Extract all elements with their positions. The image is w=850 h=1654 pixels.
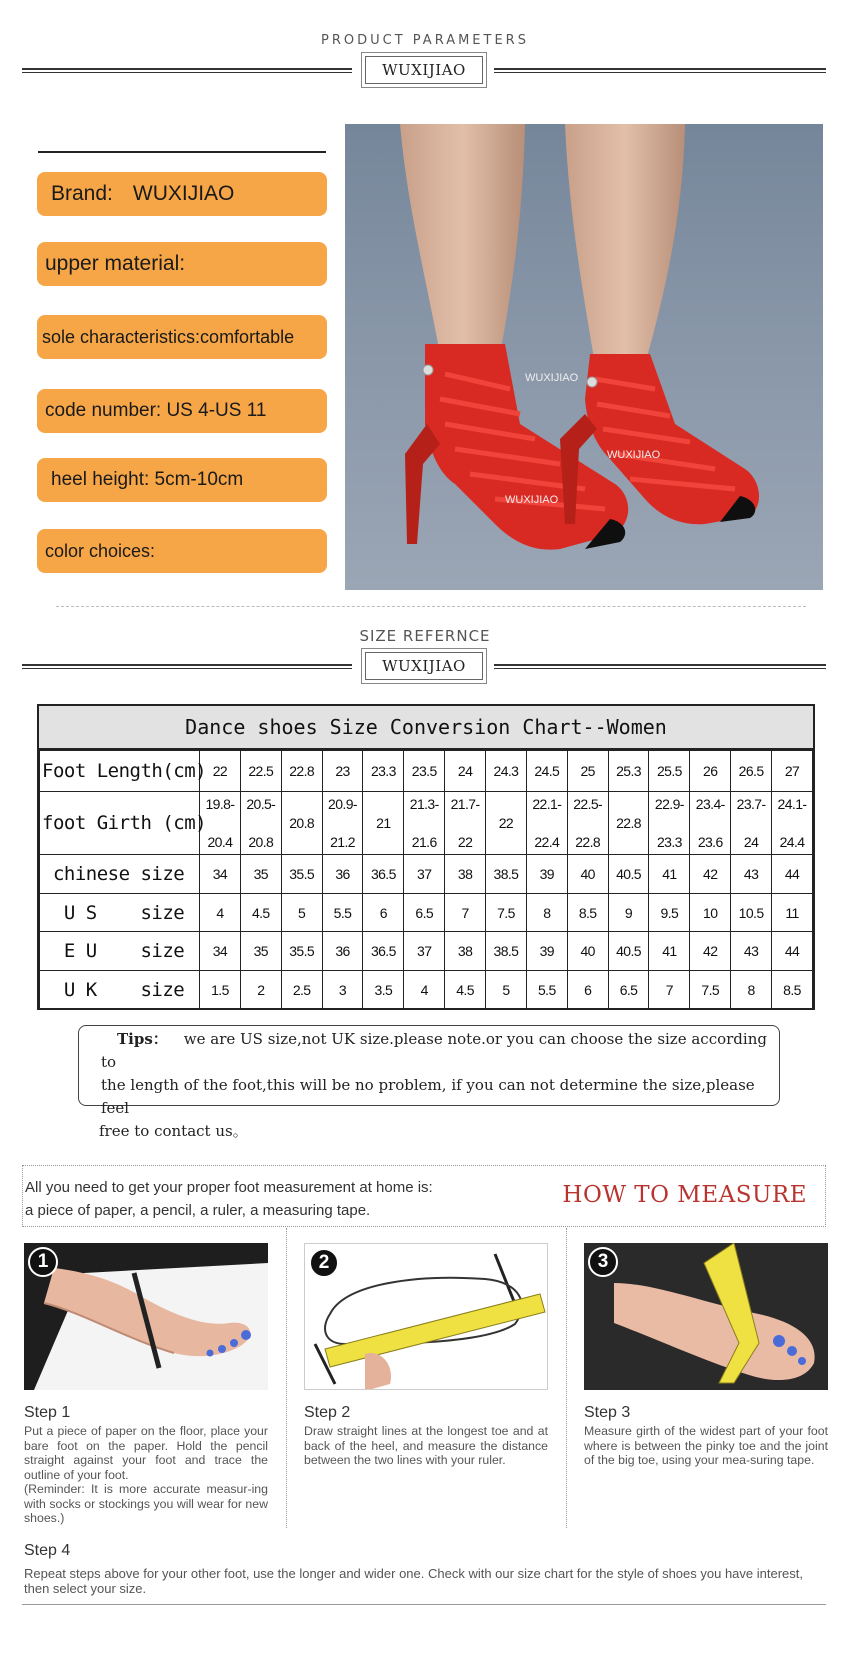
param-color-choices: color choices: — [37, 529, 327, 573]
girth-value: 21 — [376, 814, 391, 831]
brand-logo-box — [361, 52, 487, 88]
size-cell: 24.5 — [526, 751, 567, 792]
step-4-title: Step 4 — [24, 1542, 71, 1559]
size-logo-box — [361, 648, 487, 684]
size-row — [40, 791, 813, 854]
girth-to: 21.2 — [330, 833, 355, 850]
size-cell: 22.8 — [281, 751, 322, 792]
param-code-number: code number: US 4-US 11 — [37, 389, 327, 433]
size-cell: 35 — [240, 932, 281, 971]
size-cell: 5.5 — [322, 893, 363, 932]
size-cell: 2.5 — [281, 971, 322, 1010]
size-cell: 1.5 — [200, 971, 241, 1010]
step-divider-2 — [566, 1228, 567, 1528]
step-3-text: Measure girth of the widest part of your foot where is between the pinky toe and the joint of the big toe, using your mea-suring tape. — [584, 1424, 828, 1467]
girth-to: 22 — [457, 833, 473, 850]
girth-to: 23.6 — [697, 833, 723, 850]
photo-watermark-3: WUXIJIAO — [505, 494, 559, 506]
size-cell: 35.5 — [281, 855, 322, 894]
size-cell: 5.5 — [526, 971, 567, 1010]
size-cell: 7 — [445, 893, 486, 932]
size-cell — [649, 791, 690, 854]
param-brand-value: WUXIJIAO — [132, 182, 235, 205]
size-cell: 39 — [526, 932, 567, 971]
size-cell: 9 — [608, 893, 649, 932]
size-cell: 42 — [690, 855, 731, 894]
size-cell: 4 — [200, 893, 241, 932]
size-cell — [240, 791, 281, 854]
size-cell — [526, 791, 567, 854]
girth-to: 20.8 — [248, 833, 274, 850]
girth-value: 22.8 — [616, 814, 641, 831]
measure-intro-box — [22, 1165, 826, 1227]
step-1-badge: 1 — [28, 1247, 58, 1277]
girth-from: 22.9- — [654, 795, 684, 812]
size-cell: 36.5 — [363, 855, 404, 894]
how-to-measure-title: HOW TO MEASURE — [562, 1182, 807, 1208]
tips-line-3: free to contact us。 — [99, 1122, 248, 1140]
tips-label: Tips： — [117, 1030, 168, 1048]
size-cell: 35.5 — [281, 932, 322, 971]
size-row-label: U K size — [40, 971, 200, 1010]
header-rule-right — [494, 68, 826, 73]
size-cell: 6.5 — [608, 971, 649, 1010]
size-cell: 7.5 — [486, 893, 527, 932]
size-cell: 25 — [567, 751, 608, 792]
size-cell: 6 — [363, 893, 404, 932]
size-cell: 44 — [772, 932, 813, 971]
param-brand — [37, 172, 327, 216]
size-cell: 36 — [322, 932, 363, 971]
step-2-text: Draw straight lines at the longest toe and at back of the heel, and measure the distance between the two lines with your ruler. — [304, 1424, 548, 1467]
size-cell: 4 — [404, 971, 445, 1010]
size-cell: 5 — [486, 971, 527, 1010]
girth-from: 20.5- — [246, 795, 276, 812]
size-cell: 22.5 — [240, 751, 281, 792]
size-cell: 4.5 — [240, 893, 281, 932]
bottom-divider — [22, 1604, 826, 1605]
size-cell: 36.5 — [363, 932, 404, 971]
photo-watermark-2: WUXIJIAO — [607, 449, 661, 461]
size-cell: 37 — [404, 932, 445, 971]
girth-to: 20.4 — [207, 833, 233, 850]
girth-to: 21.6 — [411, 833, 437, 850]
size-rule-right — [494, 664, 826, 669]
size-cell: 22 — [200, 751, 241, 792]
size-cell — [731, 791, 772, 854]
size-cell: 5 — [281, 893, 322, 932]
size-cell — [690, 791, 731, 854]
size-cell: 8.5 — [567, 893, 608, 932]
size-cell: 10 — [690, 893, 731, 932]
size-cell: 42 — [690, 932, 731, 971]
girth-to: 23.3 — [656, 833, 682, 850]
size-cell: 9.5 — [649, 893, 690, 932]
measure-intro-line-1: All you need to get your proper foot measurement at home is: — [25, 1179, 433, 1196]
size-cell: 3 — [322, 971, 363, 1010]
step-1-text — [24, 1424, 268, 1526]
girth-from: 19.8- — [205, 795, 235, 812]
size-cell: 8.5 — [772, 971, 813, 1010]
step-1-image — [24, 1243, 268, 1390]
header-rule-left — [22, 68, 352, 73]
size-cell — [486, 791, 527, 854]
size-cell — [567, 791, 608, 854]
size-cell: 41 — [649, 855, 690, 894]
tips-box — [78, 1025, 780, 1140]
size-cell: 26.5 — [731, 751, 772, 792]
step-1-body: Put a piece of paper on the floor, place your bare foot on the paper. Hold the pencil straight against your foot and trace the outline of your foot. — [24, 1424, 268, 1482]
size-cell — [404, 791, 445, 854]
girth-from: 21.3- — [409, 795, 439, 812]
size-cell: 44 — [772, 855, 813, 894]
size-cell — [772, 791, 813, 854]
size-logo-text: WUXIJIAO — [365, 652, 483, 680]
size-cell: 3.5 — [363, 971, 404, 1010]
girth-to: 22.4 — [534, 833, 560, 850]
step-3-badge: 3 — [588, 1247, 618, 1277]
step-2-title: Step 2 — [304, 1404, 351, 1421]
size-cell: 8 — [526, 893, 567, 932]
size-row — [40, 971, 813, 1010]
param-brand-label: Brand: — [51, 182, 113, 205]
size-cell: 4.5 — [445, 971, 486, 1010]
size-row-label: foot Girth (cm) — [40, 791, 200, 854]
step-2-badge: 2 — [309, 1248, 339, 1278]
size-reference-label: SIZE REFERNCE — [359, 627, 491, 645]
girth-to: 24.4 — [779, 833, 805, 850]
size-cell: 26 — [690, 751, 731, 792]
tips-line-2: the length of the foot,this will be no problem, if you can not determine the size,please feel — [101, 1076, 755, 1117]
size-cell: 43 — [731, 855, 772, 894]
size-cell: 43 — [731, 932, 772, 971]
size-cell: 38 — [445, 932, 486, 971]
step-1-note: (Reminder: It is more accurate measur-ing with socks or stockings you will wear for new shoes.) — [24, 1482, 268, 1525]
size-cell: 24 — [445, 751, 486, 792]
measure-intro — [25, 1176, 433, 1222]
size-row — [40, 751, 813, 792]
step-3-image — [584, 1243, 828, 1390]
step-1-title: Step 1 — [24, 1404, 71, 1421]
measure-intro-line-2: a piece of paper, a pencil, a ruler, a measuring tape. — [25, 1202, 371, 1219]
girth-to: 22.8 — [575, 833, 601, 850]
size-cell: 7.5 — [690, 971, 731, 1010]
girth-to: 24 — [743, 833, 759, 850]
param-upper-material: upper material: — [37, 242, 327, 286]
product-parameters-label: PRODUCT PARAMETERS — [321, 33, 529, 48]
size-cell: 6 — [567, 971, 608, 1010]
size-cell: 35 — [240, 855, 281, 894]
size-cell: 24.3 — [486, 751, 527, 792]
product-photo — [345, 124, 823, 590]
girth-from: 23.4- — [695, 795, 725, 812]
step-3-title: Step 3 — [584, 1404, 631, 1421]
girth-value: 20.8 — [289, 814, 315, 831]
param-sole-characteristics: sole characteristics:comfortable — [37, 315, 327, 359]
photo-watermark-1: WUXIJIAO — [525, 372, 579, 384]
size-row-label: Foot Length(cm) — [40, 751, 200, 792]
size-cell: 40 — [567, 932, 608, 971]
girth-value: 22 — [498, 814, 514, 831]
size-row — [40, 893, 813, 932]
size-cell — [363, 791, 404, 854]
size-table-title: Dance shoes Size Conversion Chart--Women — [39, 706, 813, 750]
size-conversion-table — [39, 750, 813, 1010]
size-cell: 38 — [445, 855, 486, 894]
girth-from: 24.1- — [777, 795, 807, 812]
size-cell: 23 — [322, 751, 363, 792]
size-cell: 37 — [404, 855, 445, 894]
size-rule-left — [22, 664, 352, 669]
size-cell: 40.5 — [608, 855, 649, 894]
size-cell: 41 — [649, 932, 690, 971]
size-cell: 34 — [200, 932, 241, 971]
size-cell — [281, 791, 322, 854]
size-cell: 36 — [322, 855, 363, 894]
brand-logo-text: WUXIJIAO — [365, 56, 483, 84]
param-heel-height: heel height: 5cm-10cm — [37, 458, 327, 502]
step-divider-1 — [286, 1228, 287, 1528]
size-cell: 40.5 — [608, 932, 649, 971]
size-cell: 10.5 — [731, 893, 772, 932]
size-cell: 23.3 — [363, 751, 404, 792]
girth-from: 21.7- — [450, 795, 480, 812]
girth-from: 22.1- — [532, 795, 562, 812]
girth-from: 22.5- — [573, 795, 603, 812]
size-cell: 38.5 — [486, 855, 527, 894]
size-row — [40, 855, 813, 894]
size-row-label: chinese size — [40, 855, 200, 894]
shoe-illustration — [345, 124, 823, 590]
size-row-label: E U size — [40, 932, 200, 971]
size-cell: 34 — [200, 855, 241, 894]
parameters-divider — [38, 151, 326, 153]
size-cell: 38.5 — [486, 932, 527, 971]
size-cell: 40 — [567, 855, 608, 894]
tips-line-1: we are US size,not UK size.please note.or you can choose the size according to — [101, 1030, 767, 1071]
step-2-image — [304, 1243, 548, 1390]
size-cell — [322, 791, 363, 854]
size-cell: 11 — [772, 893, 813, 932]
size-cell: 27 — [772, 751, 813, 792]
girth-from: 20.9- — [328, 795, 357, 812]
size-cell: 39 — [526, 855, 567, 894]
size-cell: 7 — [649, 971, 690, 1010]
size-cell: 6.5 — [404, 893, 445, 932]
size-cell: 8 — [731, 971, 772, 1010]
size-cell: 25.5 — [649, 751, 690, 792]
size-cell: 2 — [240, 971, 281, 1010]
step-4-text: Repeat steps above for your other foot, use the longer and wider one. Check with our size chart for the style of shoes you have interest, then select your size. — [24, 1566, 803, 1596]
size-cell — [608, 791, 649, 854]
section-divider — [56, 606, 806, 607]
size-cell: 23.5 — [404, 751, 445, 792]
size-row-label: U S size — [40, 893, 200, 932]
girth-from: 23.7- — [736, 795, 766, 812]
size-cell — [445, 791, 486, 854]
size-cell: 25.3 — [608, 751, 649, 792]
size-row — [40, 932, 813, 971]
